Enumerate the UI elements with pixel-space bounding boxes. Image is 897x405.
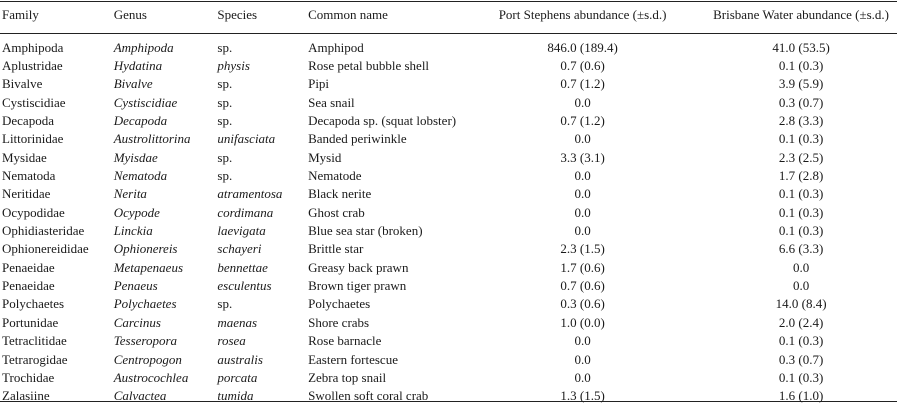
cell-port-stephens-abundance: 846.0 (189.4) (547, 39, 618, 55)
table-row (0, 240, 897, 258)
cell-common-name: Shore crabs (308, 314, 370, 330)
cell-family: Penaeidae (2, 259, 55, 275)
cell-port-stephens-abundance: 0.0 (574, 94, 591, 110)
cell-genus: Ocypode (113, 204, 160, 220)
cell-species: sp. (217, 76, 233, 92)
cell-brisbane-water-abundance: 2.3 (2.5) (778, 149, 824, 165)
cell-brisbane-water-abundance: 3.9 (5.9) (778, 76, 824, 92)
cell-family: Nematoda (2, 168, 56, 184)
table-row (0, 130, 897, 148)
cell-port-stephens-abundance: 0.7 (0.6) (560, 58, 605, 74)
table-row (0, 368, 897, 386)
cell-brisbane-water-abundance: 0.0 (792, 259, 810, 275)
table-row (0, 34, 897, 56)
cell-port-stephens-abundance: 0.7 (0.6) (560, 278, 605, 294)
cell-genus: Austrocochlea (113, 369, 189, 385)
cell-common-name: Banded periwinkle (308, 131, 407, 147)
cell-port-stephens-abundance: 0.7 (1.2) (560, 76, 605, 92)
cell-brisbane-water-abundance: 0.3 (0.7) (778, 351, 824, 367)
table-row (0, 111, 897, 129)
table-header-row (0, 6, 897, 34)
cell-species: australis (217, 351, 263, 367)
abundance-table (0, 6, 897, 405)
cell-species: unifasciata (217, 131, 276, 147)
cell-port-stephens-abundance: 0.0 (574, 333, 591, 349)
cell-port-stephens-abundance: 0.0 (574, 186, 591, 202)
cell-species: sp. (217, 94, 233, 110)
cell-genus: Nematoda (113, 168, 168, 184)
cell-family: Zalasiine (2, 388, 50, 404)
column-header-common-name: Common name (308, 7, 388, 22)
cell-common-name: Eastern fortescue (308, 351, 398, 367)
cell-family: Decapoda (2, 113, 54, 129)
cell-genus: Carcinus (113, 314, 161, 330)
cell-common-name: Swollen soft coral crab (308, 388, 429, 404)
cell-species: cordimana (217, 204, 274, 220)
cell-genus: Tesseropora (113, 333, 178, 349)
cell-common-name: Polychaetes (308, 296, 371, 312)
cell-genus: Amphipoda (113, 39, 174, 55)
cell-brisbane-water-abundance: 0.1 (0.3) (778, 58, 824, 74)
cell-family: Ocypodidae (2, 204, 65, 220)
table-row (0, 221, 897, 239)
cell-brisbane-water-abundance: 6.6 (3.3) (778, 241, 824, 257)
table-row (0, 56, 897, 74)
cell-species: sp. (217, 168, 233, 184)
cell-port-stephens-abundance: 0.0 (574, 223, 591, 239)
cell-species: maenas (217, 314, 258, 330)
cell-brisbane-water-abundance: 1.7 (2.8) (778, 168, 824, 184)
cell-common-name: Rose petal bubble shell (308, 58, 430, 74)
table-row (0, 185, 897, 203)
cell-common-name: Decapoda sp. (squat lobster) (308, 113, 457, 129)
cell-common-name: Amphipod (308, 39, 364, 55)
cell-genus: Ophionereis (113, 241, 178, 257)
table-top-rule (0, 1, 897, 2)
column-header-species: Species (217, 7, 258, 22)
cell-brisbane-water-abundance: 0.1 (0.3) (778, 186, 824, 202)
cell-brisbane-water-abundance: 14.0 (8.4) (775, 296, 827, 312)
cell-species: atramentosa (217, 186, 283, 202)
cell-common-name: Pipi (308, 76, 330, 92)
column-header-family: Family (2, 7, 39, 22)
cell-brisbane-water-abundance: 41.0 (53.5) (772, 39, 830, 55)
cell-common-name: Rose barnacle (308, 333, 382, 349)
cell-genus: Nerita (113, 186, 147, 202)
cell-family: Tetraclitidae (2, 333, 67, 349)
cell-brisbane-water-abundance: 0.1 (0.3) (778, 204, 824, 220)
cell-common-name: Sea snail (308, 94, 355, 110)
cell-genus: Bivalve (113, 76, 153, 92)
cell-port-stephens-abundance: 1.3 (1.5) (560, 388, 605, 404)
cell-genus: Centropogon (113, 351, 182, 367)
cell-family: Cystiscidiae (2, 94, 66, 110)
cell-family: Littorinidae (2, 131, 64, 147)
cell-port-stephens-abundance: 0.0 (574, 131, 591, 147)
cell-brisbane-water-abundance: 0.3 (0.7) (778, 94, 824, 110)
cell-species: sp. (217, 296, 233, 312)
cell-port-stephens-abundance: 0.0 (574, 351, 591, 367)
cell-genus: Linckia (113, 223, 153, 239)
cell-common-name: Ghost crab (308, 204, 365, 220)
column-header-brisbane-water: Brisbane Water abundance (±s.d.) (713, 7, 890, 22)
cell-species: esculentus (217, 278, 272, 294)
cell-brisbane-water-abundance: 0.1 (0.3) (778, 333, 824, 349)
column-header-port-stephens: Port Stephens abundance (±s.d.) (498, 7, 667, 22)
cell-port-stephens-abundance: 1.0 (0.0) (560, 314, 605, 330)
cell-genus: Penaeus (113, 278, 158, 294)
cell-species: schayeri (217, 241, 262, 257)
cell-common-name: Black nerite (308, 186, 372, 202)
table-row (0, 350, 897, 368)
cell-brisbane-water-abundance: 1.6 (1.0) (778, 388, 824, 404)
cell-species: rosea (217, 333, 246, 349)
cell-family: Bivalve (2, 76, 43, 92)
table-row (0, 93, 897, 111)
cell-common-name: Blue sea star (broken) (308, 223, 423, 239)
cell-species: porcata (217, 369, 258, 385)
cell-genus: Cystiscidiae (113, 94, 178, 110)
cell-genus: Polychaetes (113, 296, 177, 312)
cell-brisbane-water-abundance: 0.0 (792, 278, 810, 294)
cell-genus: Hydatina (113, 58, 163, 74)
cell-port-stephens-abundance: 0.0 (574, 204, 591, 220)
cell-brisbane-water-abundance: 0.1 (0.3) (778, 223, 824, 239)
cell-common-name: Greasy back prawn (308, 259, 409, 275)
cell-genus: Decapoda (113, 113, 168, 129)
cell-family: Amphipoda (2, 39, 64, 55)
cell-family: Trochidae (2, 369, 55, 385)
table-body (0, 34, 897, 405)
cell-genus: Myisdae (113, 149, 158, 165)
cell-family: Neritidae (2, 186, 51, 202)
table-row (0, 75, 897, 93)
cell-family: Mysidae (2, 149, 47, 165)
cell-family: Ophionereididae (2, 241, 89, 257)
cell-family: Aplustridae (2, 58, 63, 74)
cell-port-stephens-abundance: 1.7 (0.6) (560, 259, 605, 275)
cell-species: bennettae (217, 259, 268, 275)
cell-genus: Metapenaeus (113, 259, 184, 275)
cell-brisbane-water-abundance: 2.0 (2.4) (778, 314, 824, 330)
cell-family: Polychaetes (2, 296, 65, 312)
cell-port-stephens-abundance: 0.0 (574, 168, 591, 184)
table-row (0, 387, 897, 405)
cell-common-name: Brittle star (308, 241, 364, 257)
cell-common-name: Nematode (308, 168, 362, 184)
cell-species: laevigata (217, 223, 266, 239)
cell-family: Ophidiasteridae (2, 223, 85, 239)
cell-brisbane-water-abundance: 2.8 (3.3) (778, 113, 824, 129)
cell-genus: Austrolittorina (113, 131, 191, 147)
cell-genus: Calvactea (113, 388, 167, 404)
cell-common-name: Brown tiger prawn (308, 278, 407, 294)
cell-common-name: Mysid (308, 149, 342, 165)
table-row (0, 258, 897, 276)
cell-family: Portunidae (2, 314, 59, 330)
table-row (0, 276, 897, 294)
cell-port-stephens-abundance: 0.7 (1.2) (560, 113, 605, 129)
cell-species: sp. (217, 39, 233, 55)
cell-species: sp. (217, 149, 233, 165)
cell-species: physis (217, 58, 250, 74)
cell-port-stephens-abundance: 0.3 (0.6) (560, 296, 605, 312)
table-row (0, 313, 897, 331)
cell-brisbane-water-abundance: 0.1 (0.3) (778, 369, 824, 385)
table-row (0, 203, 897, 221)
table-row (0, 148, 897, 166)
cell-port-stephens-abundance: 0.0 (574, 369, 591, 385)
cell-brisbane-water-abundance: 0.1 (0.3) (778, 131, 824, 147)
table-row (0, 332, 897, 350)
column-header-genus: Genus (113, 7, 147, 22)
table-row (0, 166, 897, 184)
cell-common-name: Zebra top snail (308, 369, 387, 385)
cell-port-stephens-abundance: 3.3 (3.1) (560, 149, 605, 165)
cell-family: Penaeidae (2, 278, 55, 294)
table-row (0, 295, 897, 313)
cell-species: tumida (217, 388, 254, 404)
cell-family: Tetrarogidae (2, 351, 68, 367)
cell-port-stephens-abundance: 2.3 (1.5) (560, 241, 605, 257)
cell-species: sp. (217, 113, 233, 129)
